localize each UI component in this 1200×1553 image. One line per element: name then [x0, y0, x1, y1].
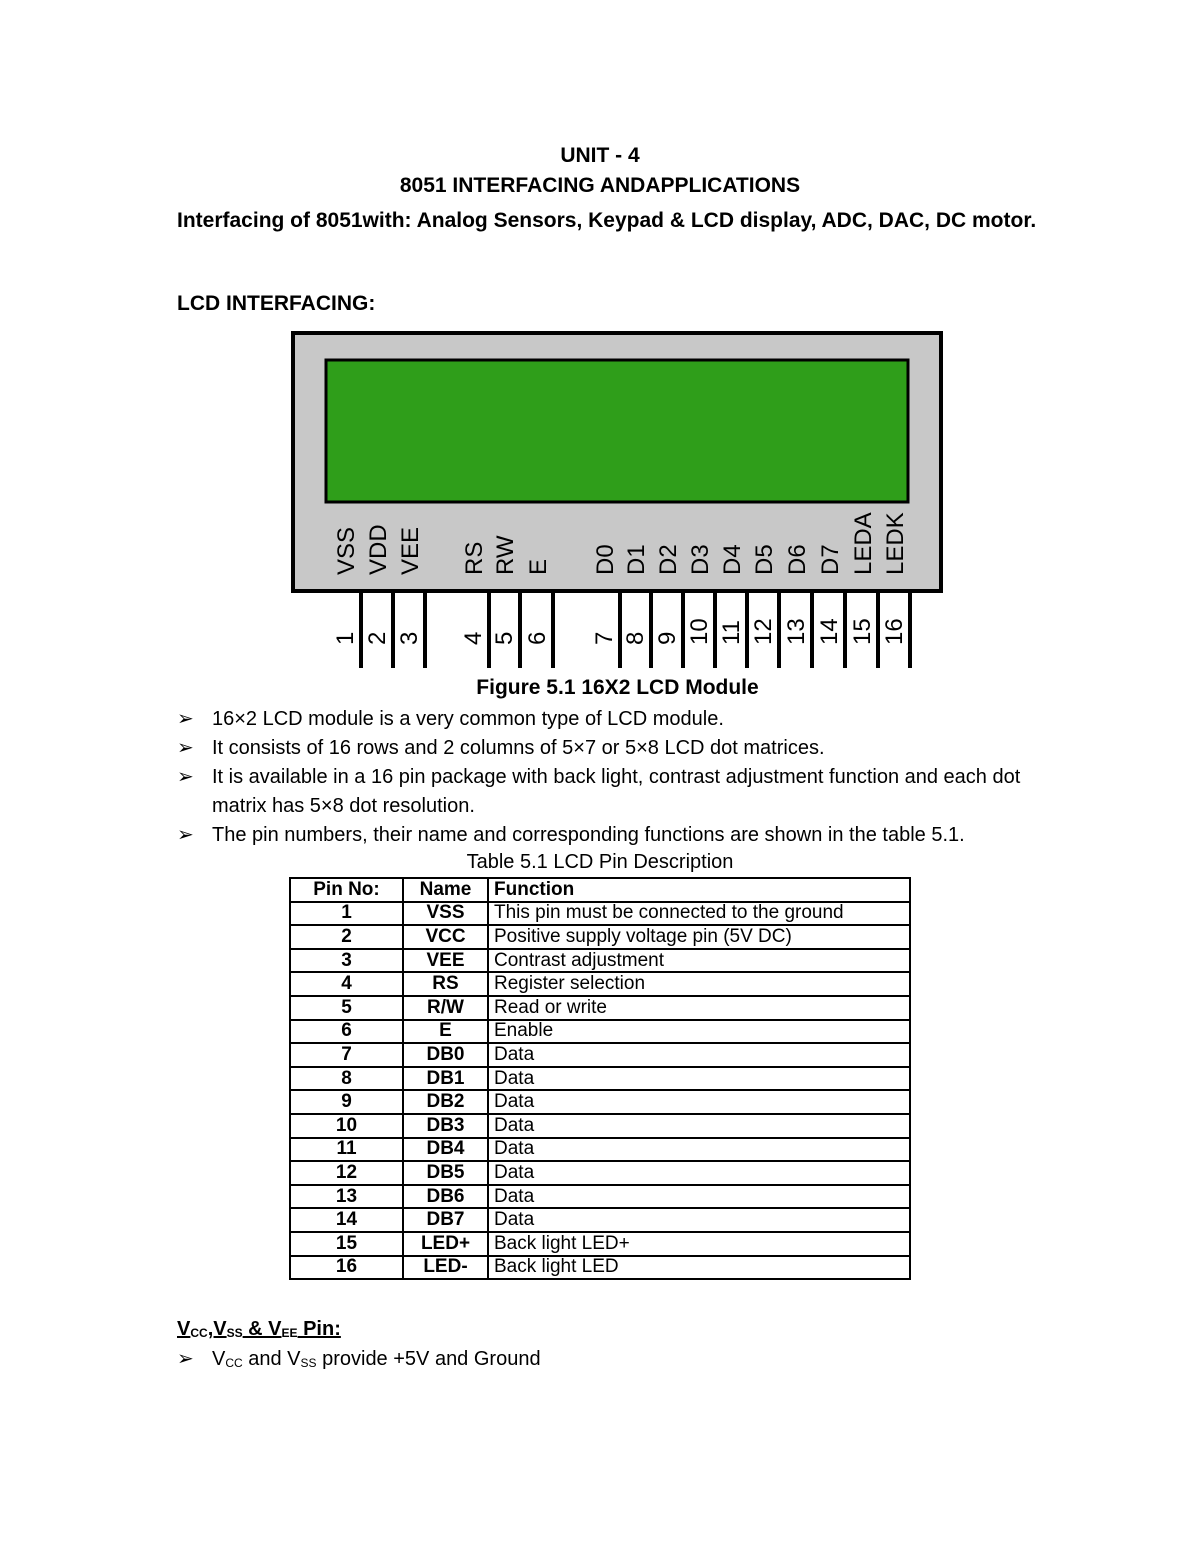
pin-number: 5: [491, 631, 518, 645]
pin-number: 15: [849, 618, 876, 645]
pin-number-cell: 13: [290, 1185, 403, 1209]
pin-name-cell: VCC: [403, 925, 488, 949]
pin-name-cell: DB4: [403, 1138, 488, 1162]
pin-name-cell: VSS: [403, 902, 488, 926]
bullet-text: It is available in a 16 pin package with back light, contrast adjustment function and each dot matrix has 5×8 dot resolution.: [212, 766, 1021, 817]
pin-label: D6: [784, 544, 811, 575]
list-item: [177, 763, 1067, 821]
table-row: [290, 1114, 910, 1138]
table-row: [290, 1067, 910, 1091]
pin-name-cell: DB1: [403, 1067, 488, 1091]
pin-function-cell: Data: [488, 1043, 910, 1067]
header-pin-no: Pin No:: [290, 878, 403, 902]
pin-name-cell: LED+: [403, 1232, 488, 1256]
pin-number: 1: [332, 631, 359, 645]
bullet-text: The pin numbers, their name and corresponding functions are shown in the table 5.1.: [212, 824, 965, 846]
pin-function-cell: Back light LED: [488, 1256, 910, 1280]
lcd-screen: [326, 360, 908, 502]
pin-function-cell: Back light LED+: [488, 1232, 910, 1256]
pin-number: 12: [750, 618, 777, 645]
pin-name-cell: DB6: [403, 1185, 488, 1209]
text-part: ,V: [207, 1318, 227, 1340]
pin-label: LEDK: [882, 512, 909, 575]
pin-number: 3: [396, 631, 423, 645]
pin-function-cell: Register selection: [488, 972, 910, 996]
pin-number-cell: 14: [290, 1208, 403, 1232]
pin-number-cell: 4: [290, 972, 403, 996]
table-row: [290, 949, 910, 973]
bullet-text: 16×2 LCD module is a very common type of LCD module.: [212, 708, 724, 730]
pin-label: E: [525, 558, 552, 575]
pin-number-cell: 8: [290, 1067, 403, 1091]
pin-function-cell: Data: [488, 1067, 910, 1091]
arrow-bullet-icon: ➢: [177, 766, 194, 788]
pin-function-cell: Data: [488, 1161, 910, 1185]
pin-number: 10: [686, 618, 713, 645]
bullet-text: [212, 1348, 541, 1370]
pin-label: VEE: [397, 526, 424, 575]
text-part: provide +5V and Ground: [316, 1348, 541, 1370]
pin-label: D4: [719, 544, 746, 575]
pin-function-cell: Enable: [488, 1020, 910, 1044]
text-part: V: [212, 1348, 226, 1370]
table-row: [290, 902, 910, 926]
pin-number: 6: [524, 631, 551, 645]
arrow-bullet-icon: ➢: [177, 708, 194, 730]
pin-label: RW: [492, 535, 519, 575]
pin-function-cell: Data: [488, 1138, 910, 1162]
pin-number-cell: 2: [290, 925, 403, 949]
pin-label: LEDA: [850, 512, 877, 575]
pin-label: D0: [592, 544, 619, 575]
subscript-text: CC: [190, 1326, 208, 1340]
pin-number-cell: 3: [290, 949, 403, 973]
pin-label: D3: [687, 544, 714, 575]
header-name: Name: [403, 878, 488, 902]
pin-number-cell: 5: [290, 996, 403, 1020]
pin-name-cell: DB2: [403, 1090, 488, 1114]
pin-number-cell: 9: [290, 1090, 403, 1114]
table-header-row: [290, 878, 910, 902]
table-row: [290, 1256, 910, 1280]
pin-label: D5: [751, 544, 778, 575]
subscript-text: SS: [226, 1326, 243, 1340]
pin-label: RS: [461, 541, 488, 575]
table-row: [290, 972, 910, 996]
pin-number-cell: 11: [290, 1138, 403, 1162]
table-row: [290, 1185, 910, 1209]
table-row: [290, 1043, 910, 1067]
pin-function-cell: Data: [488, 1208, 910, 1232]
pin-number-cell: 10: [290, 1114, 403, 1138]
table-caption: Table 5.1 LCD Pin Description: [466, 851, 734, 873]
table-row: [290, 1020, 910, 1044]
bullet-text: It consists of 16 rows and 2 columns of 5×7 or 5×8 LCD dot matrices.: [212, 737, 825, 759]
pin-number-cell: 1: [290, 902, 403, 926]
pin-name-cell: LED-: [403, 1256, 488, 1280]
pin-label: VSS: [333, 526, 360, 575]
pin-name-cell: VEE: [403, 949, 488, 973]
text-part: & V: [242, 1318, 282, 1340]
table-row: [290, 1208, 910, 1232]
pin-number-cell: 15: [290, 1232, 403, 1256]
pin-function-cell: Positive supply voltage pin (5V DC): [488, 925, 910, 949]
text-part: and V: [242, 1348, 301, 1370]
pin-name-cell: DB0: [403, 1043, 488, 1067]
pin-function-cell: Read or write: [488, 996, 910, 1020]
pin-number-cell: 12: [290, 1161, 403, 1185]
pin-label: D1: [623, 544, 650, 575]
lcd-section-heading: LCD INTERFACING:: [177, 292, 376, 315]
pin-number: 7: [591, 631, 618, 645]
pin-name-cell: DB5: [403, 1161, 488, 1185]
pin-number: 16: [881, 618, 908, 645]
pin-name-cell: RS: [403, 972, 488, 996]
pin-name-cell: DB7: [403, 1208, 488, 1232]
lcd-module-figure: [270, 325, 960, 675]
pin-name-cell: E: [403, 1020, 488, 1044]
pin-number: 13: [783, 618, 810, 645]
pin-description-table: [289, 877, 911, 1280]
table-row: [290, 1161, 910, 1185]
list-item: [177, 821, 1067, 850]
figure-caption: Figure 5.1 16X2 LCD Module: [476, 676, 759, 699]
main-title: 8051 INTERFACING ANDAPPLICATIONS: [399, 174, 801, 197]
pin-number: 4: [460, 631, 487, 645]
pin-function-cell: Contrast adjustment: [488, 949, 910, 973]
pin-number: 14: [816, 618, 843, 645]
list-item: [177, 734, 1067, 763]
pin-number: 9: [654, 631, 681, 645]
pin-name-cell: DB3: [403, 1114, 488, 1138]
arrow-bullet-icon: ➢: [177, 737, 194, 759]
arrow-bullet-icon: ➢: [177, 824, 194, 846]
pin-number: 11: [718, 620, 745, 645]
vcc-bullet: [177, 1346, 541, 1371]
pin-number-cell: 16: [290, 1256, 403, 1280]
pin-number-cell: 6: [290, 1020, 403, 1044]
table-row: [290, 996, 910, 1020]
subtitle: Interfacing of 8051with: Analog Sensors, Keypad & LCD display, ADC, DAC, DC motor.: [177, 209, 1037, 232]
arrow-bullet-icon: ➢: [177, 1348, 194, 1370]
table-row: [290, 1090, 910, 1114]
list-item: [177, 705, 1067, 734]
pin-number: 2: [364, 631, 391, 645]
subscript-text: SS: [300, 1356, 317, 1370]
table-row: [290, 925, 910, 949]
pin-label: D7: [817, 544, 844, 575]
pin-name-cell: R/W: [403, 996, 488, 1020]
pin-function-cell: Data: [488, 1185, 910, 1209]
table-row: [290, 1232, 910, 1256]
unit-title: UNIT - 4: [560, 144, 640, 167]
subscript-text: CC: [225, 1356, 243, 1370]
text-part: V: [177, 1318, 191, 1340]
pin-function-cell: Data: [488, 1114, 910, 1138]
table-body: [290, 902, 910, 1280]
pin-number-cell: 7: [290, 1043, 403, 1067]
table-row: [290, 1138, 910, 1162]
pin-function-cell: This pin must be connected to the ground: [488, 902, 910, 926]
header-function: Function: [488, 878, 910, 902]
pin-label: D2: [655, 544, 682, 575]
subscript-text: EE: [281, 1326, 298, 1340]
pin-number: 8: [622, 631, 649, 645]
vcc-vss-vee-heading: [177, 1318, 341, 1341]
lcd-bullet-list: [177, 705, 1067, 850]
pin-function-cell: Data: [488, 1090, 910, 1114]
text-part: Pin:: [297, 1318, 341, 1340]
pin-label: VDD: [365, 524, 392, 575]
